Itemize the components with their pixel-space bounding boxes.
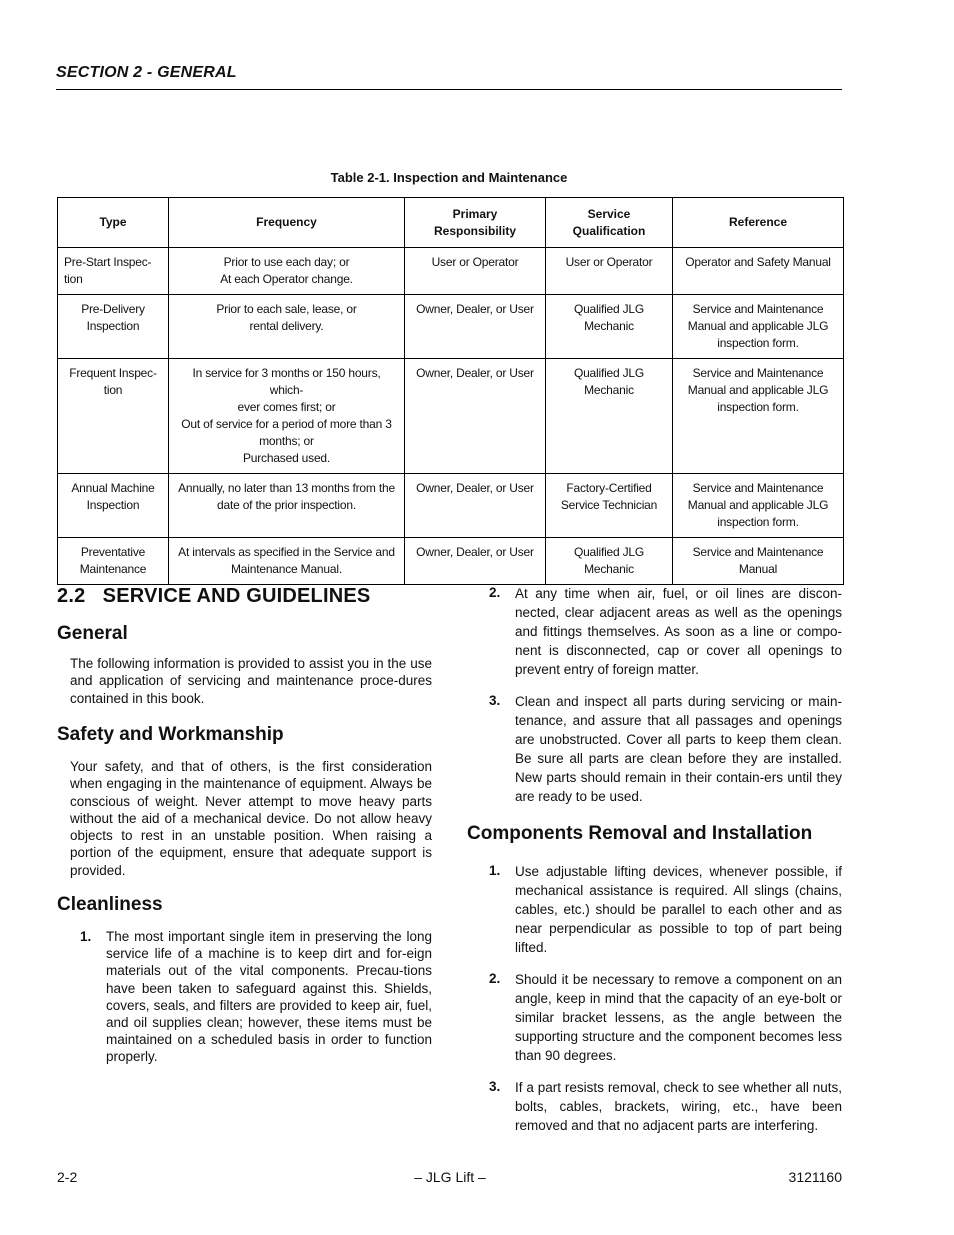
cell-reference: Service and Maintenance Manual and applicable JLG inspection form. <box>673 474 844 538</box>
cell-reference: Service and Maintenance Manual and applicable JLG inspection form. <box>673 359 844 474</box>
table-row <box>58 474 844 538</box>
list-text: Should it be necessary to remove a component on an angle, keep in mind that the capacity of an eye-bolt or similar bracket lessens, as the angle between the supporting structure and the component becomes less than 90 degrees. <box>515 972 842 1063</box>
cell-responsibility: Owner, Dealer, or User <box>405 295 546 359</box>
cell-reference: Service and Maintenance Manual <box>673 538 844 585</box>
col-header-qualification: Service Qualification <box>546 198 673 248</box>
general-paragraph: The following information is provided to assist you in the use and application of servicing and maintenance proce-dures contained in this book. <box>70 656 432 706</box>
list-number: 1. <box>80 929 92 944</box>
list-number: 2. <box>489 971 501 986</box>
table-header-row <box>58 198 844 248</box>
footer-page-number: 2-2 <box>57 1169 78 1185</box>
cell-reference: Service and Maintenance Manual and applicable JLG inspection form. <box>673 295 844 359</box>
list-text: Clean and inspect all parts during servicing or main-tenance, and assure that all passages and openings are unobstructed. Cover all parts to keep them clean. Be sure all parts are clean before they are installed. New parts should remain in their contain-ers until they are ready to be used. <box>515 694 842 804</box>
list-number: 3. <box>489 1079 501 1094</box>
cell-frequency: Prior to use each day; or At each Operator change. <box>169 248 405 295</box>
list-text: If a part resists removal, check to see whether all nuts, bolts, cables, brackets, wiring, etc., have been removed and that no adjacent parts are interfering. <box>515 1080 842 1133</box>
components-heading: Components Removal and Installation <box>467 823 813 844</box>
list-number: 1. <box>489 863 501 878</box>
list-text: Use adjustable lifting devices, whenever possible, if mechanical assistance is required. All slings (chains, cables, etc.) should be parallel to each other and as near perpendicular as possible to top of part being lifted. <box>515 864 842 955</box>
table-row <box>58 359 844 474</box>
cell-type: Pre-Start Inspec- tion <box>58 248 169 295</box>
footer-doc-number: 3121160 <box>788 1169 842 1185</box>
footer-center: – JLG Lift – <box>414 1169 486 1185</box>
list-text: The most important single item in preserving the long service life of a machine is to keep dirt and for-eign materials out of the vital components. Precau-tions have been taken to safeguard against this. Shields, covers, seals, and filters are provided to keep air, fuel, and oil supplies clean; however, these items must be maintained on a scheduled basis in order to function properly. <box>106 929 432 1065</box>
list-number: 3. <box>489 693 501 708</box>
col-header-frequency: Frequency <box>169 198 405 248</box>
cell-frequency: In service for 3 months or 150 hours, which- ever comes first; or Out of service for a period of more than 3 months; or Purchased used. <box>169 359 405 474</box>
cell-responsibility: Owner, Dealer, or User <box>405 359 546 474</box>
table-row <box>58 248 844 295</box>
cell-qualification: Qualified JLG Mechanic <box>546 295 673 359</box>
cell-qualification: Factory-Certified Service Technician <box>546 474 673 538</box>
cell-frequency: At intervals as specified in the Service and Maintenance Manual. <box>169 538 405 585</box>
table-row <box>58 538 844 585</box>
col-header-reference: Reference <box>673 198 844 248</box>
cell-type: Annual Machine Inspection <box>58 474 169 538</box>
cell-type: Frequent Inspec- tion <box>58 359 169 474</box>
cell-responsibility: User or Operator <box>405 248 546 295</box>
section-title: 2.2 SERVICE AND GUIDELINES <box>57 585 371 607</box>
cleanliness-heading: Cleanliness <box>57 894 163 915</box>
list-number: 2. <box>489 585 501 600</box>
section-header: SECTION 2 - GENERAL <box>56 64 237 81</box>
list-text: At any time when air, fuel, or oil lines are discon-nected, clear adjacent areas as well as the openings and fittings themselves. As soon as a line or compo-nent is disconnected, cap or cover all openings to prevent entry of foreign matter. <box>515 586 842 677</box>
cell-type: Pre-Delivery Inspection <box>58 295 169 359</box>
table-caption: Table 2-1. Inspection and Maintenance <box>330 170 568 185</box>
cell-type: Preventative Maintenance <box>58 538 169 585</box>
cell-reference: Operator and Safety Manual <box>673 248 844 295</box>
cell-responsibility: Owner, Dealer, or User <box>405 538 546 585</box>
cell-frequency: Annually, no later than 13 months from the date of the prior inspection. <box>169 474 405 538</box>
inspection-table <box>57 197 844 585</box>
cell-qualification: Qualified JLG Mechanic <box>546 359 673 474</box>
col-header-type: Type <box>58 198 169 248</box>
cell-responsibility: Owner, Dealer, or User <box>405 474 546 538</box>
safety-paragraph: Your safety, and that of others, is the first consideration when engaging in the maintenance of equipment. Always be conscious of weight. Never attempt to move heavy parts without the aid of a mechanical device. Do not allow heavy objects to rest in an unstable position. When raising a portion of the equipment, ensure that adequate support is provided. <box>70 759 432 878</box>
table-row <box>58 295 844 359</box>
header-rule <box>56 89 842 90</box>
safety-heading: Safety and Workmanship <box>57 724 284 745</box>
col-header-responsibility: Primary Responsibility <box>405 198 546 248</box>
cell-qualification: Qualified JLG Mechanic <box>546 538 673 585</box>
cell-frequency: Prior to each sale, lease, or rental delivery. <box>169 295 405 359</box>
cell-qualification: User or Operator <box>546 248 673 295</box>
general-heading: General <box>57 623 128 644</box>
